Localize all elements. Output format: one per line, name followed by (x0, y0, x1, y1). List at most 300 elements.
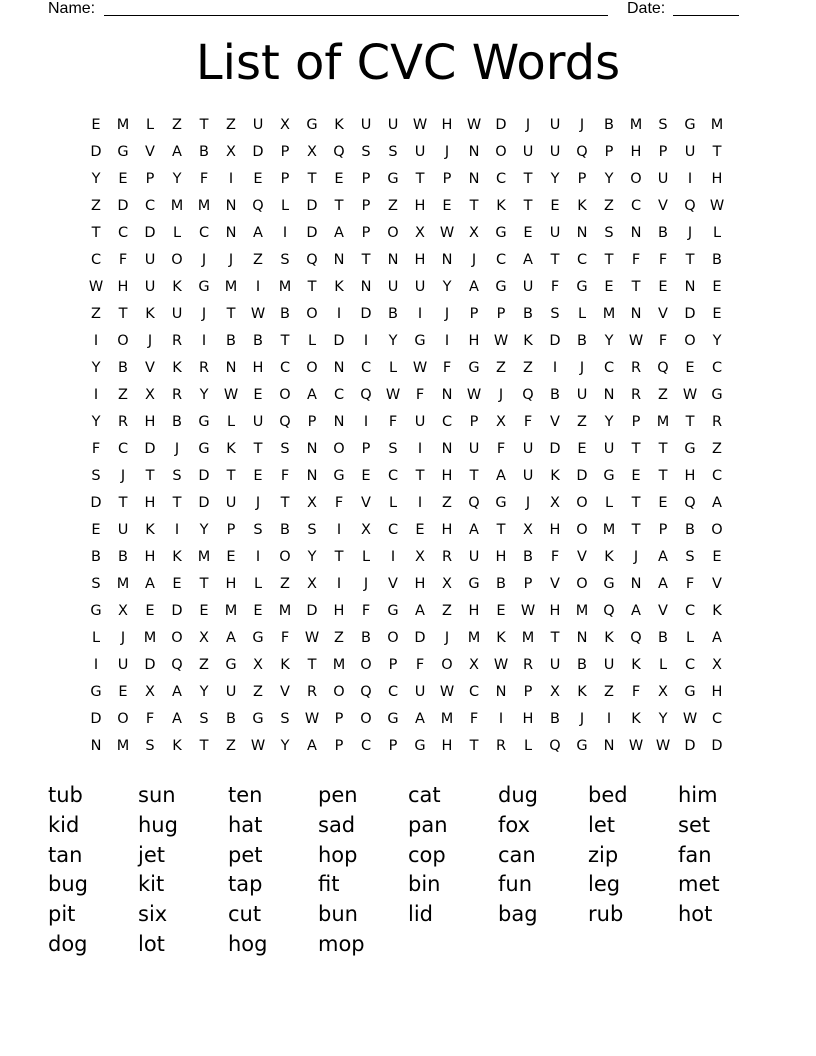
grid-letter[interactable]: T (523, 198, 533, 214)
grid-letter[interactable]: J (255, 495, 261, 511)
grid-letter[interactable]: L (280, 198, 290, 214)
grid-letter[interactable]: E (253, 603, 263, 619)
grid-letter[interactable]: B (280, 522, 290, 538)
grid-letter[interactable]: B (523, 549, 533, 565)
grid-letter[interactable]: O (711, 522, 723, 538)
grid-letter[interactable]: D (414, 630, 426, 646)
grid-letter[interactable]: U (522, 144, 534, 160)
grid-letter[interactable]: R (198, 360, 210, 376)
grid-letter[interactable]: C (144, 198, 156, 214)
grid-letter[interactable]: E (577, 441, 587, 457)
grid-letter[interactable]: E (712, 549, 722, 565)
grid-letter[interactable]: X (145, 387, 155, 403)
grid-letter[interactable]: M (602, 522, 616, 538)
grid-letter[interactable]: B (523, 306, 533, 322)
grid-letter[interactable]: C (711, 468, 723, 484)
grid-letter[interactable]: P (280, 171, 290, 187)
grid-letter[interactable]: M (710, 117, 724, 133)
grid-letter[interactable]: D (90, 144, 102, 160)
grid-letter[interactable]: X (523, 522, 533, 538)
grid-letter[interactable]: Y (604, 414, 614, 430)
grid-letter[interactable]: L (226, 414, 236, 430)
grid-letter[interactable]: A (469, 279, 479, 295)
grid-letter[interactable]: P (523, 576, 533, 592)
grid-letter[interactable]: R (711, 414, 723, 430)
grid-letter[interactable]: G (495, 225, 507, 241)
grid-letter[interactable]: I (336, 576, 342, 592)
grid-letter[interactable]: U (171, 306, 183, 322)
grid-letter[interactable]: P (604, 144, 614, 160)
grid-letter[interactable]: P (469, 414, 479, 430)
grid-letter[interactable]: V (658, 198, 668, 214)
grid-letter[interactable]: U (252, 117, 264, 133)
grid-letter[interactable]: W (412, 360, 428, 376)
grid-letter[interactable]: G (576, 279, 588, 295)
grid-letter[interactable]: G (684, 117, 696, 133)
grid-letter[interactable]: Z (388, 198, 398, 214)
grid-letter[interactable]: M (575, 603, 589, 619)
grid-letter[interactable]: V (145, 360, 155, 376)
grid-letter[interactable]: O (117, 711, 129, 727)
grid-letter[interactable]: F (658, 252, 668, 268)
grid-letter[interactable]: T (631, 495, 641, 511)
grid-letter[interactable]: K (604, 630, 614, 646)
grid-letter[interactable]: S (91, 576, 101, 592)
grid-letter[interactable]: K (712, 603, 722, 619)
grid-letter[interactable]: S (91, 468, 101, 484)
grid-letter[interactable]: E (631, 468, 641, 484)
grid-letter[interactable]: C (630, 198, 642, 214)
grid-letter[interactable]: N (441, 252, 453, 268)
grid-letter[interactable]: U (414, 144, 426, 160)
grid-letter[interactable]: W (250, 306, 266, 322)
grid-letter[interactable]: Y (550, 171, 560, 187)
grid-letter[interactable]: B (604, 117, 614, 133)
grid-letter[interactable]: G (252, 711, 264, 727)
grid-letter[interactable]: V (712, 576, 722, 592)
grid-letter[interactable]: H (144, 495, 156, 511)
grid-letter[interactable]: A (469, 522, 479, 538)
grid-letter[interactable]: X (496, 414, 506, 430)
grid-letter[interactable]: Y (658, 711, 668, 727)
grid-letter[interactable]: T (658, 441, 668, 457)
grid-letter[interactable]: J (579, 711, 585, 727)
grid-letter[interactable]: V (658, 603, 668, 619)
grid-letter[interactable]: T (631, 441, 641, 457)
grid-letter[interactable]: Z (91, 306, 101, 322)
grid-letter[interactable]: G (306, 117, 318, 133)
grid-letter[interactable]: V (145, 144, 155, 160)
grid-letter[interactable]: C (495, 171, 507, 187)
grid-letter[interactable]: E (253, 468, 263, 484)
grid-letter[interactable]: T (604, 252, 614, 268)
grid-letter[interactable]: Y (172, 171, 182, 187)
grid-letter[interactable]: J (633, 549, 639, 565)
grid-letter[interactable]: T (334, 198, 344, 214)
grid-letter[interactable]: U (387, 279, 399, 295)
grid-letter[interactable]: Z (604, 198, 614, 214)
grid-letter[interactable]: I (93, 387, 99, 403)
grid-letter[interactable]: L (388, 495, 398, 511)
grid-letter[interactable]: C (90, 252, 102, 268)
grid-letter[interactable]: K (280, 657, 290, 673)
grid-letter[interactable]: N (387, 252, 399, 268)
grid-letter[interactable]: W (682, 711, 698, 727)
grid-letter[interactable]: D (144, 225, 156, 241)
grid-letter[interactable]: O (171, 630, 183, 646)
grid-letter[interactable]: O (171, 252, 183, 268)
grid-letter[interactable]: S (172, 468, 182, 484)
grid-letter[interactable]: F (334, 495, 344, 511)
grid-letter[interactable]: E (118, 684, 128, 700)
grid-letter[interactable]: N (630, 576, 642, 592)
grid-letter[interactable]: X (307, 495, 317, 511)
grid-letter[interactable]: T (253, 441, 263, 457)
grid-letter[interactable]: H (549, 603, 561, 619)
grid-letter[interactable]: D (171, 603, 183, 619)
grid-letter[interactable]: C (387, 684, 399, 700)
grid-letter[interactable]: Z (280, 576, 290, 592)
grid-letter[interactable]: N (468, 171, 480, 187)
grid-letter[interactable]: H (441, 468, 453, 484)
grid-letter[interactable]: L (91, 630, 101, 646)
grid-letter[interactable]: Q (630, 630, 642, 646)
grid-letter[interactable]: T (469, 468, 479, 484)
grid-letter[interactable]: K (577, 684, 587, 700)
grid-letter[interactable]: G (414, 738, 426, 754)
grid-letter[interactable]: Q (360, 387, 372, 403)
grid-letter[interactable]: H (468, 603, 480, 619)
grid-letter[interactable]: H (630, 144, 642, 160)
grid-letter[interactable]: I (417, 495, 423, 511)
grid-letter[interactable]: H (711, 171, 723, 187)
grid-letter[interactable]: F (631, 252, 641, 268)
grid-letter[interactable]: T (307, 171, 317, 187)
grid-letter[interactable]: G (711, 387, 723, 403)
grid-letter[interactable]: E (199, 603, 209, 619)
grid-letter[interactable]: H (252, 360, 264, 376)
grid-letter[interactable]: A (415, 603, 425, 619)
name-field-line[interactable] (104, 15, 608, 16)
grid-letter[interactable]: U (522, 441, 534, 457)
grid-letter[interactable]: L (172, 225, 182, 241)
grid-letter[interactable]: O (360, 657, 372, 673)
grid-letter[interactable]: G (387, 603, 399, 619)
grid-letter[interactable]: G (252, 630, 264, 646)
grid-letter[interactable]: D (684, 738, 696, 754)
grid-letter[interactable]: S (253, 522, 263, 538)
grid-letter[interactable]: F (550, 549, 560, 565)
grid-letter[interactable]: T (469, 738, 479, 754)
grid-letter[interactable]: H (144, 549, 156, 565)
grid-letter[interactable]: I (336, 522, 342, 538)
grid-letter[interactable]: J (120, 630, 126, 646)
grid-letter[interactable]: N (90, 738, 102, 754)
grid-letter[interactable]: U (522, 468, 534, 484)
grid-letter[interactable]: L (253, 576, 263, 592)
grid-letter[interactable]: W (439, 225, 455, 241)
grid-letter[interactable]: Q (171, 657, 183, 673)
grid-letter[interactable]: A (226, 630, 236, 646)
grid-letter[interactable]: X (550, 684, 560, 700)
grid-letter[interactable]: T (118, 495, 128, 511)
grid-letter[interactable]: N (630, 225, 642, 241)
grid-letter[interactable]: R (171, 333, 183, 349)
grid-letter[interactable]: F (415, 387, 425, 403)
grid-letter[interactable]: N (360, 279, 372, 295)
grid-letter[interactable]: G (387, 171, 399, 187)
grid-letter[interactable]: O (576, 576, 588, 592)
grid-letter[interactable]: B (658, 225, 668, 241)
grid-letter[interactable]: T (415, 171, 425, 187)
grid-letter[interactable]: W (493, 333, 509, 349)
grid-letter[interactable]: B (91, 549, 101, 565)
grid-letter[interactable]: K (172, 738, 182, 754)
grid-letter[interactable]: D (711, 738, 723, 754)
grid-letter[interactable]: W (304, 630, 320, 646)
grid-letter[interactable]: B (118, 549, 128, 565)
grid-letter[interactable]: A (334, 225, 344, 241)
grid-letter[interactable]: R (495, 738, 507, 754)
grid-letter[interactable]: H (414, 252, 426, 268)
grid-letter[interactable]: Z (226, 738, 236, 754)
grid-letter[interactable]: C (441, 414, 453, 430)
grid-letter[interactable]: G (198, 441, 210, 457)
grid-letter[interactable]: T (145, 468, 155, 484)
grid-letter[interactable]: V (577, 549, 587, 565)
grid-letter[interactable]: K (631, 711, 641, 727)
grid-letter[interactable]: M (170, 198, 184, 214)
grid-letter[interactable]: F (685, 576, 695, 592)
grid-letter[interactable]: U (549, 657, 561, 673)
grid-letter[interactable]: I (498, 711, 504, 727)
grid-letter[interactable]: U (117, 657, 129, 673)
grid-letter[interactable]: N (225, 360, 237, 376)
grid-letter[interactable]: I (336, 306, 342, 322)
grid-letter[interactable]: Y (280, 738, 290, 754)
grid-letter[interactable]: N (306, 441, 318, 457)
grid-letter[interactable]: Y (604, 171, 614, 187)
grid-letter[interactable]: D (333, 333, 345, 349)
grid-letter[interactable]: F (523, 414, 533, 430)
grid-letter[interactable]: W (223, 387, 239, 403)
grid-letter[interactable]: U (225, 684, 237, 700)
grid-letter[interactable]: E (604, 279, 614, 295)
grid-letter[interactable]: Y (199, 684, 209, 700)
grid-letter[interactable]: D (90, 711, 102, 727)
grid-letter[interactable]: J (201, 252, 207, 268)
grid-letter[interactable]: E (685, 360, 695, 376)
grid-letter[interactable]: J (687, 225, 693, 241)
grid-letter[interactable]: Q (522, 387, 534, 403)
grid-letter[interactable]: X (307, 144, 317, 160)
grid-letter[interactable]: U (252, 414, 264, 430)
grid-letter[interactable]: N (333, 414, 345, 430)
grid-letter[interactable]: T (91, 225, 101, 241)
grid-letter[interactable]: O (279, 387, 291, 403)
grid-letter[interactable]: R (630, 360, 642, 376)
grid-letter[interactable]: T (199, 117, 209, 133)
grid-letter[interactable]: D (90, 495, 102, 511)
grid-letter[interactable]: E (658, 495, 668, 511)
grid-letter[interactable]: P (496, 306, 506, 322)
grid-letter[interactable]: U (225, 495, 237, 511)
grid-letter[interactable]: V (550, 414, 560, 430)
grid-letter[interactable]: T (685, 414, 695, 430)
grid-letter[interactable]: U (684, 144, 696, 160)
grid-letter[interactable]: A (307, 387, 317, 403)
grid-letter[interactable]: T (226, 306, 236, 322)
grid-letter[interactable]: O (333, 441, 345, 457)
grid-letter[interactable]: O (279, 549, 291, 565)
grid-letter[interactable]: X (118, 603, 128, 619)
grid-letter[interactable]: F (469, 711, 479, 727)
grid-letter[interactable]: U (144, 252, 156, 268)
grid-letter[interactable]: M (521, 630, 535, 646)
grid-letter[interactable]: A (631, 603, 641, 619)
grid-letter[interactable]: C (468, 684, 480, 700)
grid-letter[interactable]: N (468, 144, 480, 160)
grid-letter[interactable]: B (388, 306, 398, 322)
grid-letter[interactable]: Y (442, 279, 452, 295)
grid-letter[interactable]: M (629, 117, 643, 133)
grid-letter[interactable]: O (117, 333, 129, 349)
grid-letter[interactable]: H (711, 684, 723, 700)
grid-letter[interactable]: E (712, 306, 722, 322)
grid-letter[interactable]: S (685, 549, 695, 565)
grid-letter[interactable]: C (279, 360, 291, 376)
grid-letter[interactable]: U (144, 279, 156, 295)
grid-letter[interactable]: O (360, 711, 372, 727)
grid-letter[interactable]: B (226, 711, 236, 727)
grid-letter[interactable]: U (576, 387, 588, 403)
grid-letter[interactable]: B (577, 333, 587, 349)
grid-letter[interactable]: Z (172, 117, 182, 133)
grid-letter[interactable]: J (498, 387, 504, 403)
grid-letter[interactable]: G (198, 414, 210, 430)
grid-letter[interactable]: K (334, 279, 344, 295)
grid-letter[interactable]: W (682, 387, 698, 403)
grid-letter[interactable]: A (307, 738, 317, 754)
grid-letter[interactable]: F (280, 468, 290, 484)
grid-letter[interactable]: F (145, 711, 155, 727)
grid-letter[interactable]: L (145, 117, 155, 133)
grid-letter[interactable]: G (90, 603, 102, 619)
grid-letter[interactable]: X (469, 225, 479, 241)
grid-letter[interactable]: M (143, 630, 157, 646)
grid-letter[interactable]: H (495, 549, 507, 565)
grid-letter[interactable]: Y (712, 333, 722, 349)
grid-letter[interactable]: F (199, 171, 209, 187)
grid-letter[interactable]: A (712, 495, 722, 511)
grid-letter[interactable]: A (496, 468, 506, 484)
grid-letter[interactable]: Y (199, 522, 209, 538)
grid-letter[interactable]: W (520, 603, 536, 619)
grid-letter[interactable]: S (280, 252, 290, 268)
grid-letter[interactable]: J (120, 468, 126, 484)
grid-letter[interactable]: Z (91, 198, 101, 214)
grid-letter[interactable]: C (603, 360, 615, 376)
grid-letter[interactable]: M (116, 117, 130, 133)
grid-letter[interactable]: I (363, 414, 369, 430)
grid-letter[interactable]: Z (658, 387, 668, 403)
grid-letter[interactable]: M (656, 414, 670, 430)
grid-letter[interactable]: O (495, 144, 507, 160)
grid-letter[interactable]: D (495, 117, 507, 133)
grid-letter[interactable]: B (685, 522, 695, 538)
grid-letter[interactable]: N (225, 198, 237, 214)
grid-letter[interactable]: A (172, 144, 182, 160)
grid-letter[interactable]: I (282, 225, 288, 241)
grid-letter[interactable]: W (628, 333, 644, 349)
grid-letter[interactable]: K (496, 198, 506, 214)
grid-letter[interactable]: Z (253, 684, 263, 700)
grid-letter[interactable]: J (147, 333, 153, 349)
grid-letter[interactable]: S (388, 441, 398, 457)
grid-letter[interactable]: X (415, 225, 425, 241)
grid-letter[interactable]: P (334, 711, 344, 727)
grid-letter[interactable]: C (333, 387, 345, 403)
grid-letter[interactable]: P (469, 306, 479, 322)
grid-letter[interactable]: K (145, 306, 155, 322)
grid-letter[interactable]: Q (333, 144, 345, 160)
grid-letter[interactable]: O (387, 225, 399, 241)
grid-letter[interactable]: B (577, 657, 587, 673)
grid-letter[interactable]: V (388, 576, 398, 592)
grid-letter[interactable]: H (225, 576, 237, 592)
grid-letter[interactable]: P (658, 144, 668, 160)
grid-letter[interactable]: U (468, 549, 480, 565)
grid-letter[interactable]: T (415, 468, 425, 484)
grid-letter[interactable]: C (684, 603, 696, 619)
grid-letter[interactable]: J (201, 306, 207, 322)
grid-letter[interactable]: P (280, 144, 290, 160)
grid-letter[interactable]: G (225, 657, 237, 673)
grid-letter[interactable]: P (226, 522, 236, 538)
grid-letter[interactable]: U (414, 684, 426, 700)
grid-letter[interactable]: F (550, 279, 560, 295)
grid-letter[interactable]: I (552, 360, 558, 376)
grid-letter[interactable]: E (226, 549, 236, 565)
grid-letter[interactable]: A (415, 711, 425, 727)
grid-letter[interactable]: T (307, 657, 317, 673)
grid-letter[interactable]: G (468, 576, 480, 592)
grid-letter[interactable]: Q (468, 495, 480, 511)
grid-letter[interactable]: U (522, 279, 534, 295)
grid-letter[interactable]: H (144, 414, 156, 430)
grid-letter[interactable]: N (603, 738, 615, 754)
grid-letter[interactable]: K (172, 279, 182, 295)
grid-letter[interactable]: Q (684, 198, 696, 214)
grid-letter[interactable]: E (442, 198, 452, 214)
grid-letter[interactable]: K (577, 198, 587, 214)
grid-letter[interactable]: P (577, 171, 587, 187)
grid-letter[interactable]: X (415, 549, 425, 565)
grid-letter[interactable]: F (280, 630, 290, 646)
grid-letter[interactable]: J (444, 144, 450, 160)
grid-letter[interactable]: Z (496, 360, 506, 376)
grid-letter[interactable]: M (197, 198, 211, 214)
grid-letter[interactable]: H (684, 468, 696, 484)
grid-letter[interactable]: P (388, 657, 398, 673)
grid-letter[interactable]: N (495, 684, 507, 700)
grid-letter[interactable]: W (709, 198, 725, 214)
grid-letter[interactable]: W (412, 117, 428, 133)
grid-letter[interactable]: T (361, 252, 371, 268)
grid-letter[interactable]: W (466, 117, 482, 133)
grid-letter[interactable]: Y (388, 333, 398, 349)
grid-letter[interactable]: O (333, 684, 345, 700)
